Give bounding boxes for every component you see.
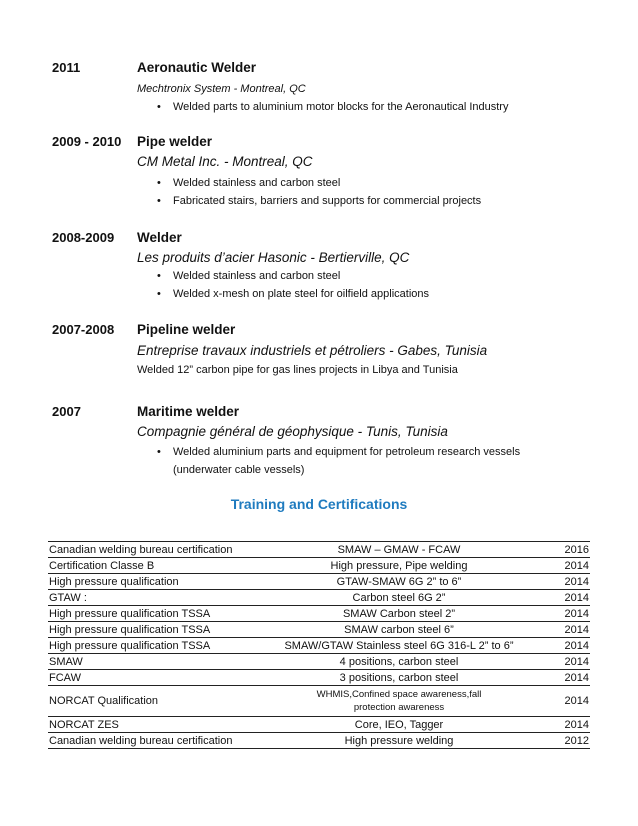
cert-name-cell: High pressure qualification TSSA [48, 606, 250, 622]
cert-year-cell: 2014 [548, 622, 590, 638]
cert-name-cell: FCAW [48, 670, 250, 686]
bullet-text: Welded x-mesh on plate steel for oilfield applications [173, 288, 429, 300]
table-row [48, 542, 590, 558]
cert-year-cell: 2014 [548, 574, 590, 590]
cert-year-cell: 2014 [548, 558, 590, 574]
table-row [48, 574, 590, 590]
job-year: 2007 [52, 404, 81, 419]
section-heading: Training and Certifications [230, 496, 408, 512]
cert-detail-cell: WHMIS,Confined space awareness,fall protection awareness [250, 686, 548, 717]
job-company: Les produits d’acier Hasonic - Bertierville, QC [137, 250, 410, 265]
bullet-icon: • [157, 288, 161, 300]
job-title: Welder [137, 230, 182, 245]
cert-name-cell: Canadian welding bureau certification [48, 542, 250, 558]
job-year: 2009 - 2010 [52, 134, 122, 149]
cert-name-cell: NORCAT Qualification [48, 686, 250, 717]
job-title: Pipe welder [137, 134, 213, 149]
cert-year-cell: 2014 [548, 590, 590, 606]
table-row [48, 717, 590, 733]
cert-name-cell: High pressure qualification TSSA [48, 622, 250, 638]
job-title: Aeronautic Welder [137, 60, 257, 75]
job-year: 2008-2009 [52, 230, 115, 245]
table-row [48, 733, 590, 749]
bullet-text: Fabricated stairs, barriers and supports for commercial projects [173, 195, 482, 207]
cert-year-cell: 2012 [548, 733, 590, 749]
cert-year-cell: 2014 [548, 654, 590, 670]
list-item [137, 285, 429, 303]
job-bullets [137, 98, 508, 116]
cert-detail-cell: Core, IEO, Tagger [250, 717, 548, 733]
table-row [48, 606, 590, 622]
table-row [48, 622, 590, 638]
cert-detail-cell: GTAW-SMAW 6G 2” to 6” [250, 574, 548, 590]
list-item [137, 192, 481, 210]
cert-detail-cell: SMAW/GTAW Stainless steel 6G 316-L 2” to 6” [250, 638, 548, 654]
job-title: Pipeline welder [137, 322, 236, 337]
list-item [137, 98, 508, 116]
list-item [137, 267, 429, 285]
job-year: 2007-2008 [52, 322, 115, 337]
cert-detail-cell: 4 positions, carbon steel [250, 654, 548, 670]
job-title: Maritime welder [137, 404, 240, 419]
job-description: Welded 12” carbon pipe for gas lines projects in Libya and Tunisia [137, 364, 458, 376]
bullet-text: Welded parts to aluminium motor blocks for the Aeronautical Industry [173, 101, 509, 113]
cert-year-cell: 2014 [548, 686, 590, 717]
bullet-icon: • [157, 270, 161, 282]
list-item [137, 443, 520, 461]
table-row [48, 638, 590, 654]
bullet-icon: • [157, 195, 161, 207]
job-bullets [137, 443, 520, 479]
cert-year-cell: 2014 [548, 670, 590, 686]
list-item [137, 461, 520, 479]
cert-detail-cell: High pressure, Pipe welding [250, 558, 548, 574]
bullet-icon: • [157, 446, 161, 458]
cert-name-cell: Certification Classe B [48, 558, 250, 574]
bullet-icon: • [157, 101, 161, 113]
table-row [48, 654, 590, 670]
cert-year-cell: 2014 [548, 606, 590, 622]
bullet-text: (underwater cable vessels) [173, 464, 305, 476]
cert-detail-cell: 3 positions, carbon steel [250, 670, 548, 686]
job-bullets [137, 267, 429, 303]
cert-year-cell: 2014 [548, 717, 590, 733]
cert-name-cell: GTAW : [48, 590, 250, 606]
cert-name-cell: Canadian welding bureau certification [48, 733, 250, 749]
cert-name-cell: High pressure qualification [48, 574, 250, 590]
job-company: Entreprise travaux industriels et pétroliers - Gabes, Tunisia [137, 343, 488, 358]
table-row [48, 558, 590, 574]
cert-name-cell: NORCAT ZES [48, 717, 250, 733]
bullet-icon: • [157, 177, 161, 189]
table-row [48, 590, 590, 606]
job-company: CM Metal Inc. - Montreal, QC [137, 154, 313, 169]
bullet-text: Welded aluminium parts and equipment for petroleum research vessels [173, 446, 521, 458]
cert-detail-cell: SMAW – GMAW - FCAW [250, 542, 548, 558]
cert-year-cell: 2014 [548, 638, 590, 654]
job-bullets [137, 174, 481, 210]
job-company: Mechtronix System - Montreal, QC [137, 83, 306, 95]
job-year: 2011 [52, 60, 81, 75]
cert-name-cell: High pressure qualification TSSA [48, 638, 250, 654]
certifications-table [48, 541, 590, 749]
cert-detail-cell: SMAW carbon steel 6” [250, 622, 548, 638]
table-row [48, 686, 590, 717]
job-company: Compagnie général de géophysique - Tunis, Tunisia [137, 424, 448, 439]
cert-detail-cell: SMAW Carbon steel 2” [250, 606, 548, 622]
cert-detail-cell: Carbon steel 6G 2” [250, 590, 548, 606]
cert-name-cell: SMAW [48, 654, 250, 670]
list-item [137, 174, 481, 192]
bullet-text: Welded stainless and carbon steel [173, 177, 341, 189]
cert-detail-cell: High pressure welding [250, 733, 548, 749]
table-row [48, 670, 590, 686]
cert-year-cell: 2016 [548, 542, 590, 558]
bullet-text: Welded stainless and carbon steel [173, 270, 341, 282]
